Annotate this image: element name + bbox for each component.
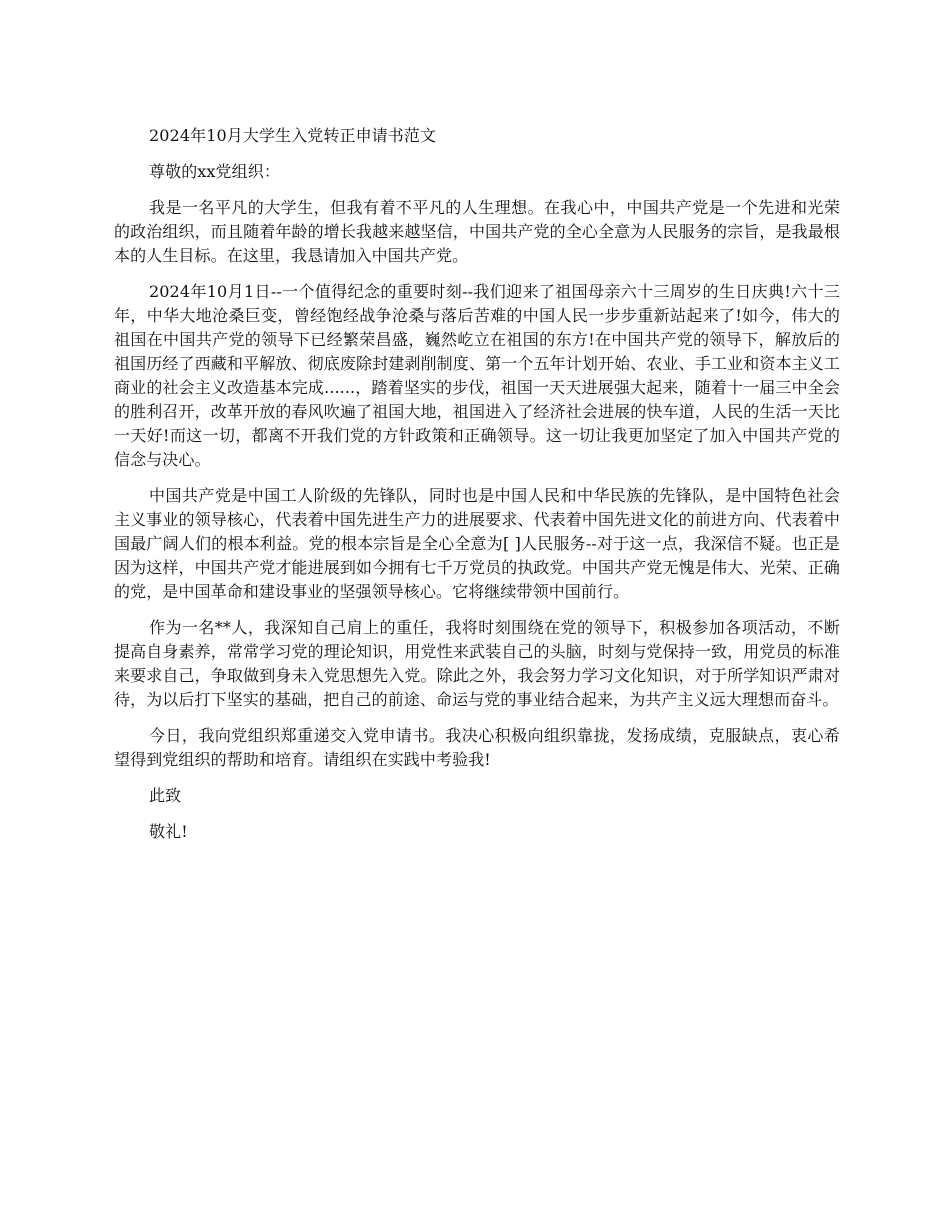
paragraph-5: 今日，我向党组织郑重递交入党申请书。我决心积极向组织靠拢，发扬成绩，克服缺点，衷心希望得到党组织的帮助和培育。请组织在实践中考验我! <box>114 726 840 769</box>
document-body <box>114 124 840 856</box>
document-title: 2024年10月大学生入党转正申请书范文 <box>149 126 437 145</box>
paragraph-2: 2024年10月1日--一个值得纪念的重要时刻--我们迎来了祖国母亲六十三周岁的生日庆典!六十三年，中华大地沧桑巨变，曾经饱经战争沧桑与落后苦难的中国人民一步步重新站起来了!如今，伟大的祖国在中国共产党的领导下已经繁荣昌盛，巍然屹立在祖国的东方!在中国共产党的领导下，解放后的祖国历经了西藏和平解放、彻底废除封建剥削制度、第一个五年计划开始、农业、手工业和资本主义工商业的社会主义改造基本完成......，踏着坚实的步伐，祖国一天天进展强大起来，随着十一届三中全会的胜利召开，改革开放的春风吹遍了祖国大地，祖国进入了经济社会进展的快车道，人民的生活一天比一天好!而这一切，都离不开我们党的方针政策和正确领导。这一切让我更加坚定了加入中国共产党的信念与决心。 <box>114 282 840 469</box>
closing-zhici: 此致 <box>149 786 182 805</box>
salutation: 尊敬的xx党组织： <box>149 162 280 181</box>
paragraph-4: 作为一名**人，我深知自己肩上的重任，我将时刻围绕在党的领导下，积极参加各项活动，不断提高自身素养，常常学习党的理论知识，用党性来武装自己的头脑，时刻与党保持一致，用党员的标准来要求自己，争取做到身未入党思想先入党。除此之外，我会努力学习文化知识，对于所学知识严肃对待，为以后打下坚实的基础，把自己的前途、命运与党的事业结合起来，为共产主义远大理想而奋斗。 <box>114 618 840 709</box>
closing-jingli: 敬礼! <box>149 822 188 841</box>
paragraph-1: 我是一名平凡的大学生，但我有着不平凡的人生理想。在我心中，中国共产党是一个先进和光荣的政治组织，而且随着年龄的增长我越来越坚信，中国共产党的全心全意为人民服务的宗旨，是我最根本的人生目标。在这里，我恳请加入中国共产党。 <box>114 198 840 265</box>
paragraph-3: 中国共产党是中国工人阶级的先锋队，同时也是中国人民和中华民族的先锋队，是中国特色社会主义事业的领导核心，代表着中国先进生产力的进展要求、代表着中国先进文化的前进方向、代表着中国最广阔人们的根本利益。党的根本宗旨是全心全意为[ ]人民服务--对于这一点，我深信不疑。也正是因为这样，中国共产党才能进展到如今拥有七千万党员的执政党。中国共产党无愧是伟大、光荣、正确的党，是中国革命和建设事业的坚强领导核心。它将继续带领中国前行。 <box>114 486 840 601</box>
